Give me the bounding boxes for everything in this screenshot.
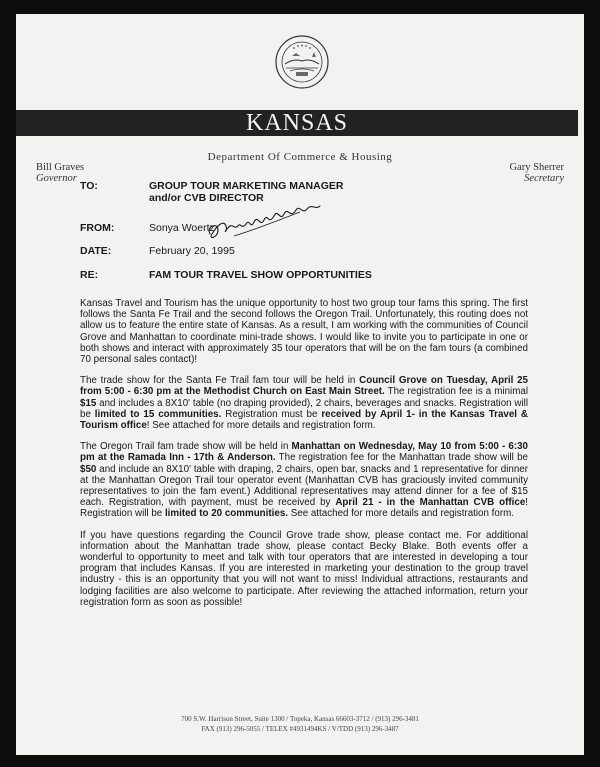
p3-text-c: The registration fee for the Manhattan trade show will be [275, 452, 529, 464]
footer-address: 700 S.W. Harrison Street, Suite 1300 / Topeka, Kansas 66603-3712 / (913) 296-3481 [181, 715, 419, 723]
p3-text-i: See attached for more details and registration form. [287, 508, 514, 520]
p2-text-i: ! See attached for more details and registration form. [146, 420, 376, 432]
kansas-state-seal [274, 34, 330, 90]
letter-page [16, 14, 584, 755]
p2-bold-d: $15 [80, 397, 97, 409]
governor-name: Bill Graves [36, 162, 85, 173]
department-name: Department Of Commerce & Housing [207, 151, 393, 163]
memo-date-value: February 20, 1995 [149, 245, 235, 257]
memo-from-label: FROM: [80, 222, 115, 234]
p3-text-e: and include an 8X10' table with draping, 2 chairs, open bar, snacks and 1 representative for dinner at the Manhattan Oregon Trail tour operator event (Manhattan CVB has graciously invited community representatives to join the fam event.) Additional representatives may attend dinner for a fee of $15 each. Registration, with payment, must be received by [80, 463, 528, 509]
p2-text-g: Registration must be [221, 408, 322, 420]
p2-bold-h: received by April 1- in the Kansas Travel & Tourism office [80, 408, 528, 432]
p2-text-a: The trade show for the Santa Fe Trail fam tour will be held in [80, 375, 360, 387]
p2-bold-f: limited to 15 communities. [94, 408, 222, 420]
p3-bold-h: limited to 20 communities. [164, 508, 288, 520]
memo-re-label: RE: [80, 269, 99, 281]
memo-to-label: TO: [80, 180, 98, 192]
paragraph-2 [80, 375, 528, 431]
memo-to-line2: and/or CVB DIRECTOR [149, 192, 264, 204]
letter-footer [16, 714, 584, 734]
p2-text-c: The registration fee is a minimal [384, 386, 528, 398]
p3-bold-b: Manhattan on Wednesday, May 10 from 5:00 - 6:30 pm at the Ramada Inn - 17th & Anderson. [80, 441, 528, 464]
secretary-name: Gary Sherrer [509, 162, 564, 173]
p2-text-e: and includes a 8X10' table (no draping provided), 2 chairs, beverages and snacks. Registration will be [80, 397, 528, 420]
p3-bold-f: April 21 - in the Manhattan CVB office [335, 497, 526, 509]
footer-contact: FAX (913) 296-5055 / TELEX #4931494KS / V/TDD (913) 296-3487 [201, 725, 399, 733]
secretary-block [509, 162, 564, 184]
memo-to-line1: GROUP TOUR MARKETING MANAGER [149, 180, 344, 192]
handwritten-signature [204, 200, 324, 244]
memo-from-value: Sonya Woertz [149, 222, 215, 234]
paragraph-4: If you have questions regarding the Council Grove trade show, please contact me. For additional information about the Manhattan trade show, please contact Becky Blake. Both events offer a wonderful to opportunity to meet and talk with tour operators that are interested in developing a tour program that includes Kansas. If you are interested in marketing your destination to the group travel industry - this is an opportunity that you will not want to miss! Individual attractions, restaurants and lodging facilities are also welcome to participate. After reviewing the attached information, return your registration form as soon as possible! [80, 529, 528, 608]
memo-re-value: FAM TOUR TRAVEL SHOW OPPORTUNITIES [149, 269, 372, 281]
memo-date-row [80, 245, 235, 257]
p3-text-g: ! Registration will be [80, 497, 529, 520]
paragraph-1: Kansas Travel and Tourism has the unique opportunity to host two group tour fams this spring. The first follows the Santa Fe Trail and the second follows the Oregon Trail. Unfortunately, this routing does not allow us to feature the entire state of Kansas. As a result, I am working with the communities of Council Grove and Manhattan to coordinate mini-trade shows. I would like to invite you to participate in one or both shows and interact with approximately 35 tour operators that will be on the fam tours (a combined 70 personal sales contact)! [80, 298, 528, 366]
governor-block [36, 162, 84, 184]
memo-re-row [80, 269, 372, 281]
p3-bold-d: $50 [80, 463, 97, 475]
p2-bold-b: Council Grove on Tuesday, April 25 from 5:00 - 6:30 pm at the Methodist Church on East Main Street. [80, 375, 528, 398]
secretary-title: Secretary [524, 173, 564, 184]
p3-text-a: The Oregon Trail fam trade show will be held in [80, 441, 292, 453]
letter-body [80, 298, 528, 618]
paragraph-3 [80, 441, 528, 519]
governor-title: Governor [36, 173, 77, 184]
memo-from-row [80, 222, 215, 234]
state-banner: KANSAS [16, 110, 578, 136]
memo-date-label: DATE: [80, 245, 112, 257]
